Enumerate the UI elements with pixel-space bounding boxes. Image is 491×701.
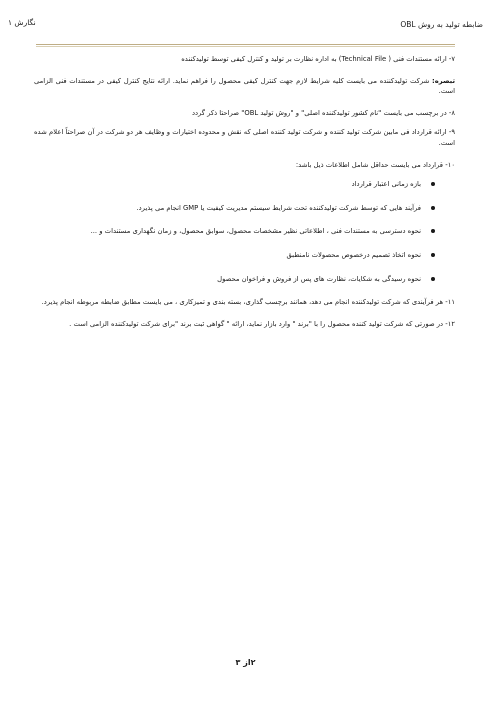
item-12: ۱۲- در صورتی که شرکت تولید کننده محصول را با "برند " وارد بازار نماید، ارائه " گواهی ثبت برند "برای شرکت تولیدکننده الزامی است . xyxy=(69,319,455,328)
item-8: ۸- در برچسب می بایست "نام کشور تولیدکننده اصلی" و "روش تولید OBL" صراحتا ذکر گردد xyxy=(191,108,455,117)
document-version: نگارش ۱ xyxy=(8,18,36,27)
note-label: تبصره: xyxy=(432,76,455,85)
list-item: بازه زمانی اعتبار قرارداد xyxy=(34,179,435,190)
header-divider-secondary xyxy=(36,46,455,47)
item-11: ۱۱- هر فرآیندی که شرکت تولیدکننده انجام می دهد، همانند برچسب گذاری، بسته بندی و تمیزکاری ، می بایست مطابق ضابطه مربوطه انجام پذیرد. xyxy=(41,298,455,307)
page-number: ۲از ۳ xyxy=(235,658,256,667)
header-divider xyxy=(36,44,455,45)
item-10: ۱۰- قرارداد می بایست حداقل شامل اطلاعات ذیل باشد: xyxy=(295,160,455,169)
document-title: ضابطه تولید به روش OBL xyxy=(400,20,483,29)
list-item: نحوه رسیدگی به شکایات، نظارت های پس از فروش و فراخوان محصول xyxy=(34,274,435,285)
list-item: فرآیند هایی که توسط شرکت تولیدکننده تحت شرایط سیستم مدیریت کیفیت یا GMP انجام می پذیرد. xyxy=(34,203,435,214)
contract-requirements-list xyxy=(34,179,455,284)
note-paragraph xyxy=(34,76,455,97)
document-body xyxy=(34,54,455,340)
item-9: ۹- ارائه قرارداد فی مابین شرکت تولید کننده و شرکت تولید کننده اصلی که نقش و محدوده اختیارات و وظایف هر دو شرکت در آن صراحتاً اعلام شده است. xyxy=(34,128,455,147)
list-item: نحوه اتخاذ تصمیم درخصوص محصولات نامنطبق xyxy=(34,250,435,261)
item-7: ۷- ارائه مستندات فنی ( Technical File) به اداره نظارت بر تولید و کنترل کیفی توسط تولیدکننده xyxy=(181,55,455,63)
note-text: شرکت تولیدکننده می بایست کلیه شرایط لازم جهت کنترل کیفی محصول را فراهم نماید. ارائه نتایج کنترل کیفی در مستندات فنی الزامی است. xyxy=(34,76,455,96)
list-item: نحوه دسترسی به مستندات فنی ، اطلاعاتی نظیر مشخصات محصول، سوابق محصول، و زمان نگهداری مستندات و ... xyxy=(34,226,435,237)
